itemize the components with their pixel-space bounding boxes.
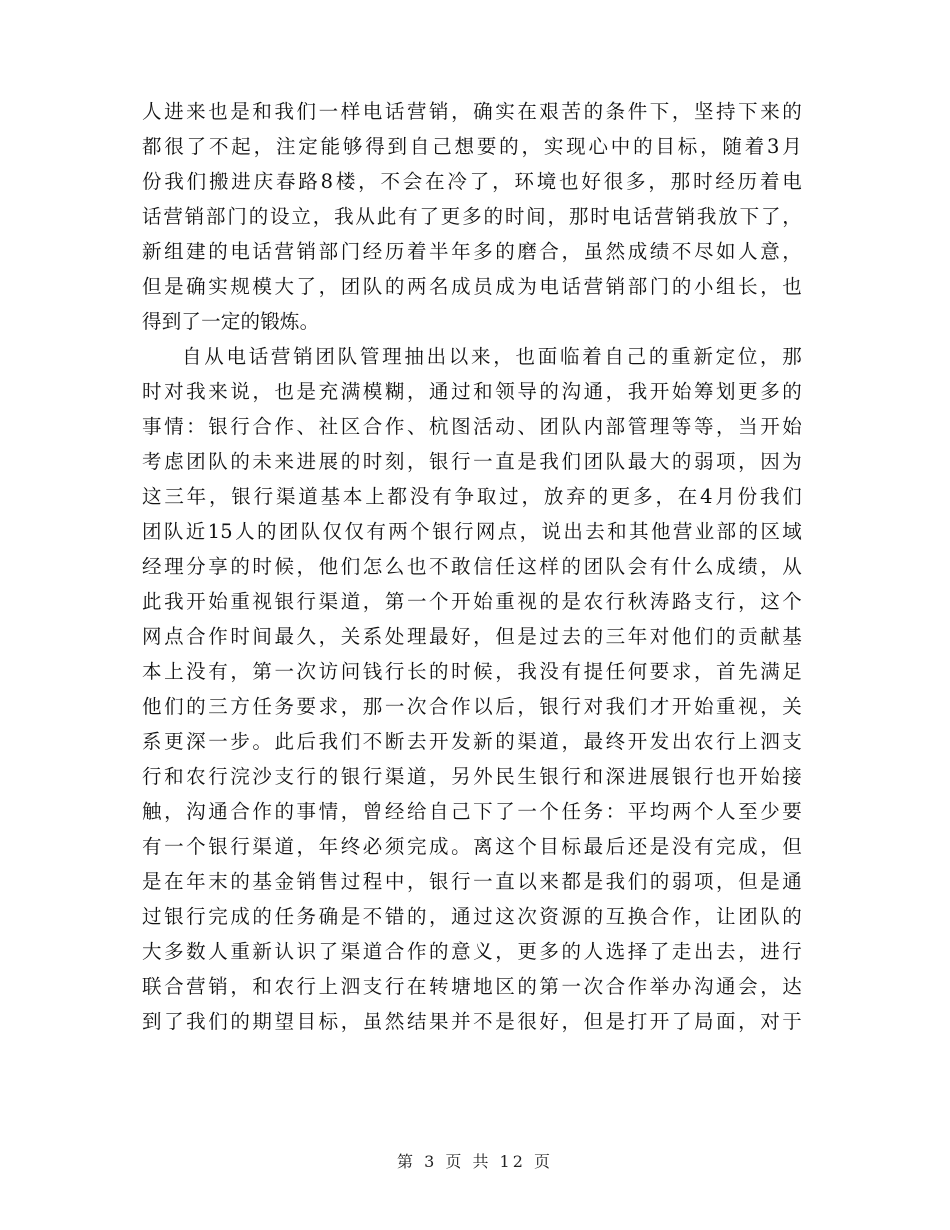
page-number-footer: 第 3 页 共 12 页 [397,1152,553,1171]
text-line: 本上没有，第一次访问钱行长的时候，我没有提任何要求，首先满足 [142,660,802,683]
text-line: 大多数人重新认识了渠道合作的意义，更多的人选择了走出去，进行 [142,940,802,963]
text-line: 考虑团队的未来进展的时刻，银行一直是我们团队最大的弱项，因为 [142,450,802,473]
text-line: 是在年末的基金销售过程中，银行一直以来都是我们的弱项，但是通 [142,870,802,893]
text-line: 触，沟通合作的事情，曾经给自己下了一个任务：平均两个人至少要 [142,800,802,823]
document-body [142,94,802,1039]
text-line: 联合营销，和农行上泗支行在转塘地区的第一次合作举办沟通会，达 [142,975,802,998]
text-line: 有一个银行渠道，年终必须完成。离这个目标最后还是没有完成，但 [142,835,802,858]
text-line: 新组建的电话营销部门经历着半年多的磨合，虽然成绩不尽如人意， [142,240,802,263]
text-line: 但是确实规模大了，团队的两名成员成为电话营销部门的小组长，也 [142,275,802,298]
text-line: 经理分享的时候，他们怎么也不敢信任这样的团队会有什么成绩，从 [142,555,802,578]
text-line: 都很了不起，注定能够得到自己想要的，实现心中的目标，随着3月 [142,135,802,158]
text-line: 此我开始重视银行渠道，第一个开始重视的是农行秋涛路支行，这个 [142,590,802,613]
text-line: 自从电话营销团队管理抽出以来，也面临着自己的重新定位，那 [182,345,802,368]
text-line: 这三年，银行渠道基本上都没有争取过，放弃的更多，在4月份我们 [142,485,802,508]
text-line: 得到了一定的锻炼。 [142,310,320,333]
text-line: 到了我们的期望目标，虽然结果并不是很好，但是打开了局面，对于 [142,1010,802,1033]
text-line: 话营销部门的设立，我从此有了更多的时间，那时电话营销我放下了， [142,205,802,228]
text-line: 他们的三方任务要求，那一次合作以后，银行对我们才开始重视，关 [142,695,802,718]
paragraph-1 [142,94,802,339]
text-line: 行和农行浣沙支行的银行渠道，另外民生银行和深进展银行也开始接 [142,765,802,788]
text-line: 时对我来说，也是充满模糊，通过和领导的沟通，我开始筹划更多的 [142,380,802,403]
paragraph-2 [142,339,802,1039]
text-line: 人进来也是和我们一样电话营销，确实在艰苦的条件下，坚持下来的 [142,100,802,123]
text-line: 系更深一步。此后我们不断去开发新的渠道，最终开发出农行上泗支 [142,730,802,753]
text-line: 过银行完成的任务确是不错的，通过这次资源的互换合作，让团队的 [142,905,802,928]
text-line: 份我们搬进庆春路8楼，不会在冷了，环境也好很多，那时经历着电 [142,170,802,193]
text-line: 团队近15人的团队仅仅有两个银行网点，说出去和其他营业部的区域 [142,520,802,543]
text-line: 网点合作时间最久，关系处理最好，但是过去的三年对他们的贡献基 [142,625,802,648]
text-line: 事情：银行合作、社区合作、杭图活动、团队内部管理等等，当开始 [142,415,802,438]
